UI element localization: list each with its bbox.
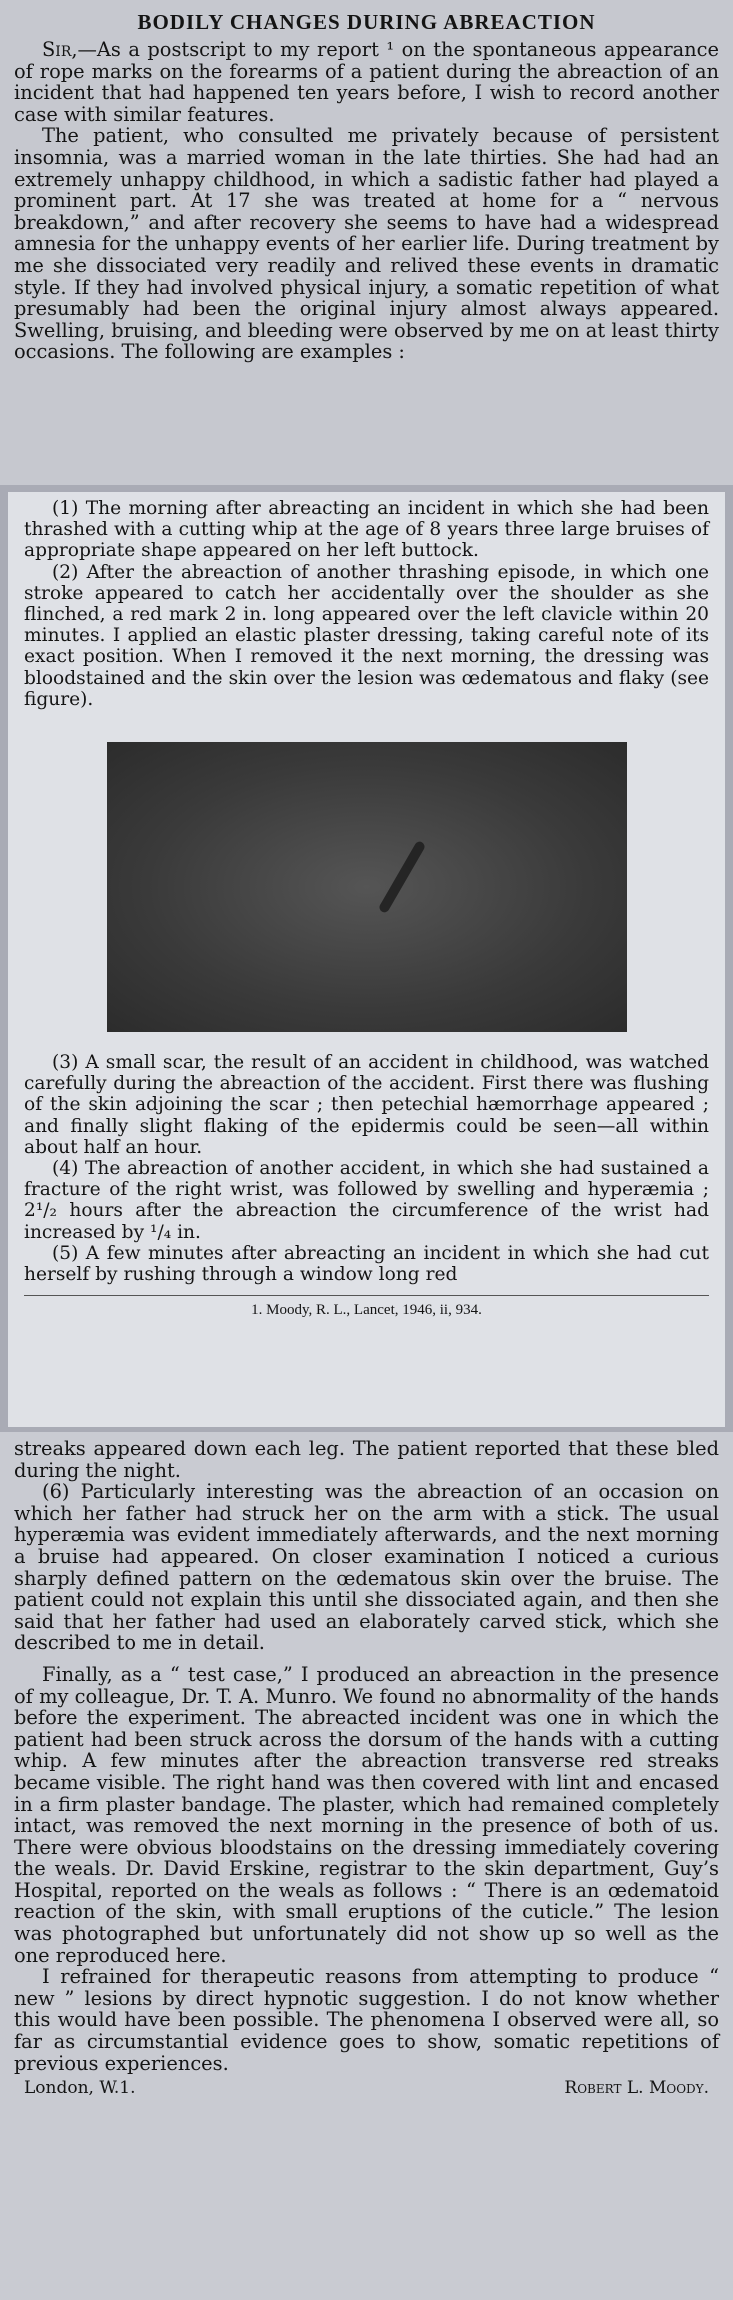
signature-place: London, W.1. xyxy=(24,2078,136,2099)
lesion-photograph xyxy=(107,742,627,1032)
clipping-top xyxy=(0,0,733,485)
paragraph-example-6: (6) Particularly interesting was the abreaction of an occasion on which her father had struck her on the arm with a stick. The usual hyperæmia was evident immediately afterwards, and the next morning a bruise had appeared. On closer examination I noticed a curious sharply defined pattern on the œdematous skin over the bruise. The patient could not explain this until she dissociated again, and then she said that her father had used an elaborately carved stick, which she described to me in detail. xyxy=(14,1480,719,1655)
paragraph-example-2: (2) After the abreaction of another thrashing episode, in which one stroke appeared to catch her accidentally over the shoulder as she flinched, a red mark 2 in. long appeared over the left clavicle within 20 minutes. I applied an elastic plaster dressing, taking careful note of its exact position. When I removed it the next morning, the dressing was bloodstained and the skin over the lesion was œdematous and flaky (see figure). xyxy=(24,561,709,710)
footnote-rule xyxy=(24,1295,709,1296)
salutation: Sir, xyxy=(42,38,78,61)
clipping-middle xyxy=(8,492,725,1427)
signature-author: Robert L. Moody. xyxy=(564,2078,709,2099)
paragraph-intro-text: —As a postscript to my report ¹ on the spontaneous appearance of rope marks on the forearms of a patient during the abreaction of an incident that had happened ten years before, I wish to record another case with similar features. xyxy=(14,38,719,126)
paragraph-example-3: (3) A small scar, the result of an accident in childhood, was watched carefully during the abreaction of the accident. First there was flushing of the skin adjoining the scar ; then petechial hæmorrhage appeared ; and finally slight flaking of the epidermis could be seen—all within about half an hour. xyxy=(24,1052,709,1158)
footnote: 1. Moody, R. L., Lancet, 1946, ii, 934. xyxy=(251,1302,482,1319)
paragraph-example-4: (4) The abreaction of another accident, in which she had sustained a fracture of the right wrist, was followed by swelling and hyperæmia ; 2¹/₂ hours after the abreaction the circumference of the wrist had increased by ¹/₄ in. xyxy=(24,1158,709,1243)
lesion-mark xyxy=(377,840,426,914)
paragraph-patient: The patient, who consulted me privately because of persistent insomnia, was a married woman in the late thirties. She had had an extremely unhappy childhood, in which a sadistic father had played a prominent part. At 17 she was treated at home for a “ nervous breakdown,” and after recovery she seems to have had a widespread amnesia for the unhappy events of her earlier life. During treatment by me she dissociated very readily and relived these events in dramatic style. If they had involved physical injury, a somatic repetition of what presumably had been the original injury almost always appeared. Swelling, bruising, and bleeding were observed by me on at least thirty occasions. The following are examples : xyxy=(14,124,719,364)
paragraph-intro xyxy=(14,39,719,125)
article-title: BODILY CHANGES DURING ABREACTION xyxy=(137,10,596,34)
paragraph-example-1: (1) The morning after abreacting an incident in which she had been thrashed with a cutting whip at the age of 8 years three large bruises of appropriate shape appeared on her left buttock. xyxy=(24,498,709,562)
paragraph-test-case: Finally, as a “ test case,” I produced an abreaction in the presence of my colleague, Dr. T. A. Munro. We found no abnormality of the hands before the experiment. The abreacted incident was one in which the patient had been struck across the dorsum of the hands with a cutting whip. A few minutes after the abreaction transverse red streaks became visible. The right hand was then covered with lint and encased in a firm plaster bandage. The plaster, which had remained completely intact, was removed the next morning in the presence of both of us. There were obvious bloodstains on the dressing immediately covering the weals. Dr. David Erskine, registrar to the skin department, Guy’s Hospital, reported on the weals as follows : “ There is an œdematoid reaction of the skin, with small eruptions of the cuticle.” The lesion was photographed but unfortunately did not show up so well as the one reproduced here. xyxy=(14,1662,719,1967)
clipping-bottom xyxy=(0,1432,733,2300)
signature-block xyxy=(14,2078,719,2098)
paragraph-continued: streaks appeared down each leg. The patient reported that these bled during the night. xyxy=(14,1437,719,1482)
paragraph-conclusion: I refrained for therapeutic reasons from attempting to produce “ new ” lesions by direct hypnotic suggestion. I do not know whether this would have been possible. The phenomena I observed were all, so far as circumstantial evidence goes to show, somatic repetitions of previous experiences. xyxy=(14,1965,719,2075)
paragraph-example-5: (5) A few minutes after abreacting an incident in which she had cut herself by rushing through a window long red xyxy=(24,1242,709,1286)
